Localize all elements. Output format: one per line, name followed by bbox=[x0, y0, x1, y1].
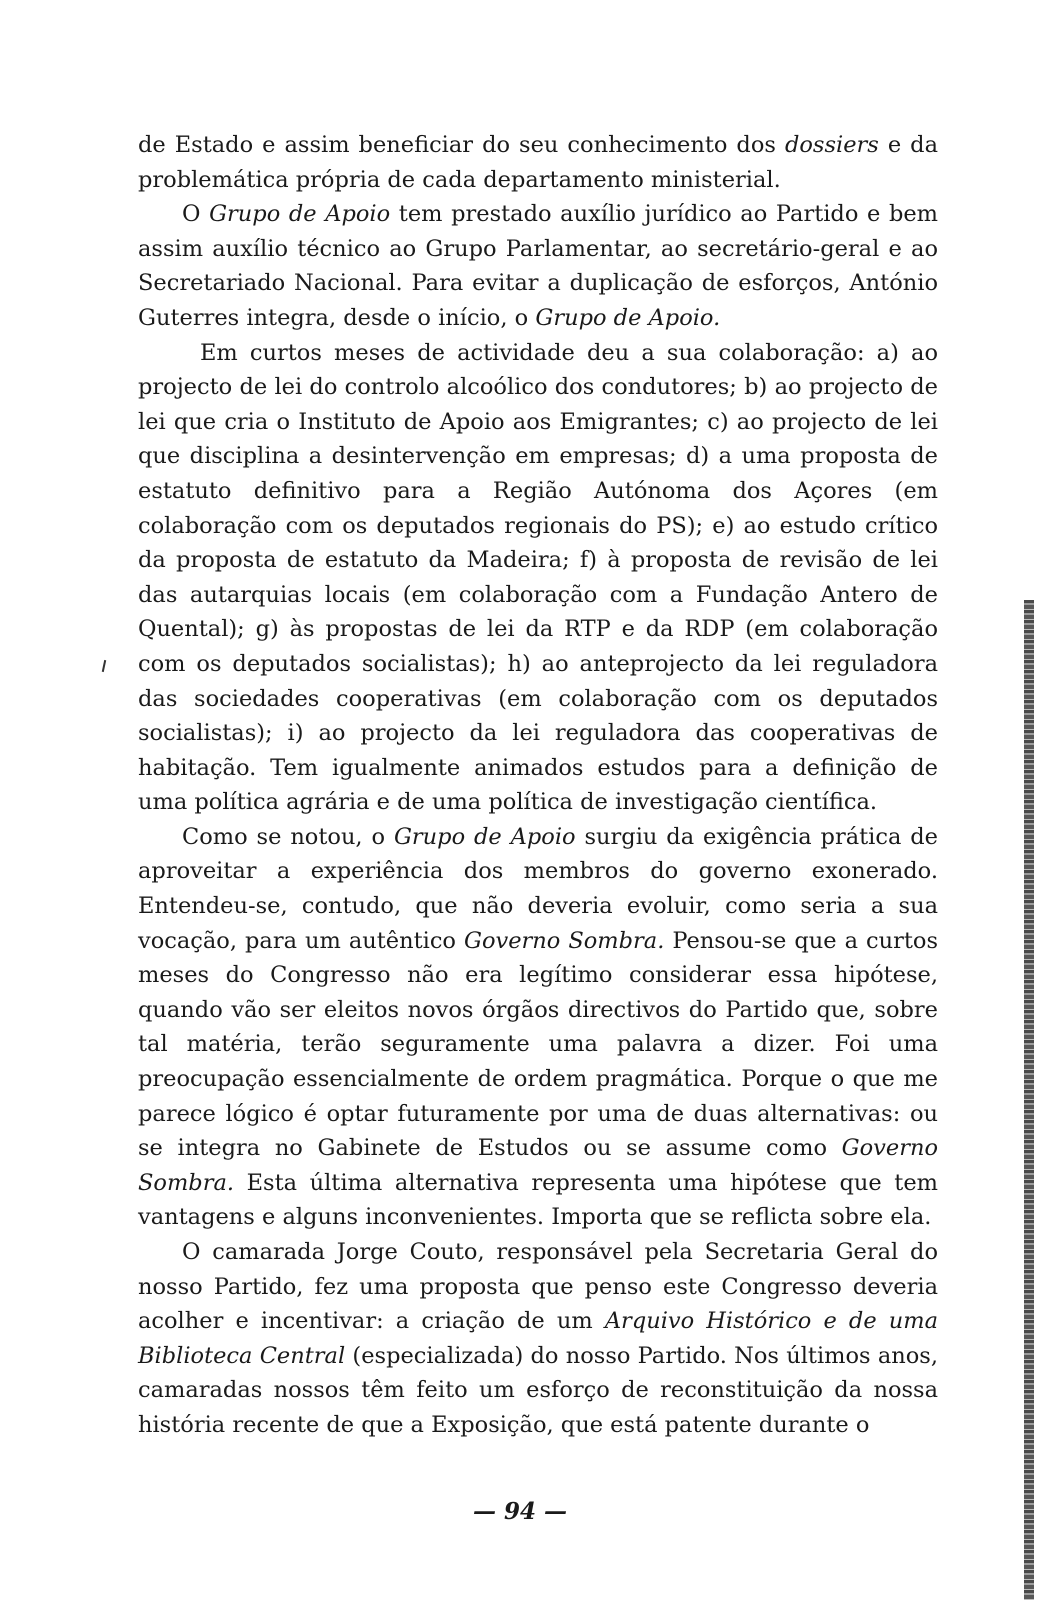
italic-text: Governo Sombra. bbox=[138, 1135, 938, 1196]
paragraph bbox=[138, 1235, 938, 1443]
italic-text: dossiers bbox=[784, 132, 879, 158]
text-run: Em curtos meses de actividade deu a sua colaboração: a) ao projecto de lei do controlo alcoólico dos condutores; b) ao projecto de lei que cria o Instituto de Apoio aos Emigrantes; c) ao projecto de lei que disciplina a desintervenção em empresas; d) a uma proposta de estatuto definitivo para a Região Autónoma dos Açores (em colaboração com os deputados regionais do PS); e) ao estudo crítico da proposta de estatuto da Madeira; f) à proposta de revisão de lei das autarquias locais (em colaboração com a Fundação Antero de Quental); g) às propostas de lei da RTP e da RDP (em colaboração com os deputados socialistas); h) ao anteprojecto da lei reguladora das sociedades cooperativas (em colaboração com os deputados socialistas); i) ao projecto da lei reguladora das cooperativas de habitação. Tem igualmente animados estudos para a definição de uma política agrária e de uma política de investigação científica. bbox=[138, 339, 938, 816]
scan-speck bbox=[102, 660, 106, 672]
text-run: O camarada Jorge Couto, responsável pela Secretaria Geral do nosso Partido, fez uma proposta que penso este Congresso deveria acolher e incentivar: a criação de um bbox=[138, 1239, 938, 1335]
text-run: tem prestado auxílio jurídico ao Partido e bem assim auxílio técnico ao Grupo Parlamentar, ao secretário-geral e ao Secretariado Nacional. Para evitar a duplicação de esforços, António Guterres integra, desde o início, o bbox=[138, 201, 939, 331]
text-run: Pensou-se que a curtos meses do Congresso não era legítimo considerar essa hipótese, quando vão ser eleitos novos órgãos directivos do Partido que, sobre tal matéria, terão seguramente uma palavra a dizer. Foi uma preocupação essencialmente de ordem pragmática. Porque o que me parece lógico é optar futuramente por uma de duas alternativas: ou se integra no Gabinete de Estudos ou se assume como bbox=[138, 927, 938, 1162]
text-run: e da problemática própria de cada departamento ministerial. bbox=[138, 132, 938, 193]
italic-text: Grupo de Apoio bbox=[393, 823, 576, 850]
paragraph bbox=[138, 336, 938, 820]
text-run: de Estado e assim beneficiar do seu conhecimento dos bbox=[138, 132, 785, 158]
scanned-page-edge bbox=[1024, 600, 1034, 1600]
body-text bbox=[138, 128, 938, 1443]
text-run: Esta última alternativa representa uma hipótese que tem vantagens e alguns inconvenientes. Importa que se reflicta sobre ela. bbox=[138, 1169, 938, 1231]
paragraph bbox=[138, 820, 938, 1235]
italic-text: Governo Sombra. bbox=[463, 927, 665, 954]
italic-text: Arquivo Histórico e de uma Biblioteca Central bbox=[138, 1308, 938, 1369]
text-run: Como se notou, o bbox=[182, 823, 394, 850]
italic-text: Grupo de Apoio. bbox=[535, 304, 721, 331]
text-run: O bbox=[182, 201, 210, 228]
text-run: surgiu da exigência prática de aproveitar a experiência dos membros do governo exonerado. Entendeu-se, contudo, que não deveria evoluir, como seria a sua vocação, para um autêntico bbox=[138, 823, 938, 954]
text-run: (especializada) do nosso Partido. Nos últimos anos, camaradas nossos têm feito um esforço de reconstituição da nossa história recente de que a Exposição, que está patente durante o bbox=[138, 1342, 939, 1438]
italic-text: Grupo de Apoio bbox=[209, 201, 391, 228]
page-number: — 94 — bbox=[472, 1498, 568, 1525]
paragraph bbox=[138, 128, 938, 197]
paragraph bbox=[138, 197, 938, 335]
